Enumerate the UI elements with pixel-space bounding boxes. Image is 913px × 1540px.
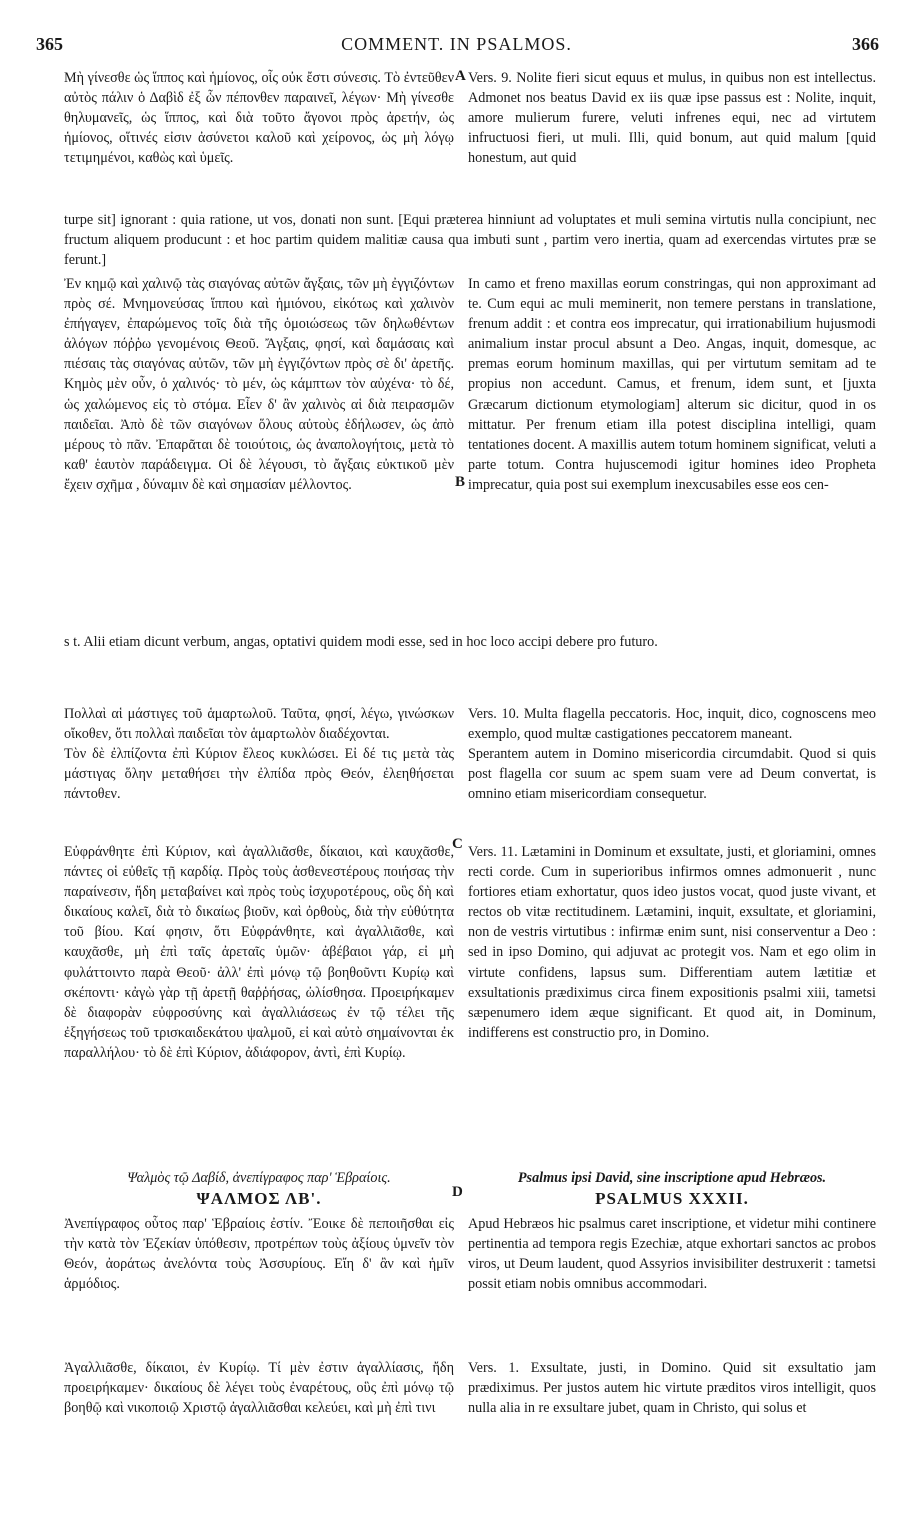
greek-column-block-6 (64, 1358, 454, 1418)
greek-paragraph: Εὐφράνθητε ἐπὶ Κύριον, καὶ ἀγαλλιᾶσθε, δίκαιοι, καὶ καυχᾶσθε, πάντες οἱ εὐθεῖς τῇ καρδίᾳ. Πρὸς τοὺς ἀσθενεστέρους ποιήσας τὴν παραίνεσιν, ἤδη μεταβαίνει καὶ πρὸς τοὺς ἰσχυροτέρους, οὓς δὴ καὶ δικαίους καλεῖ, διὰ τὸ δικαίως βιοῦν, καὶ ὀρθοὺς, διὰ τὴν εὐθύτητα τοῦ βίου. Καί φησιν, ὅτι Εὐφράνθητε, καὶ ἀγαλλιᾶσθε, καὶ καυχᾶσθε, μὴ ἐπὶ ταῖς ἀρεταῖς ὑμῶν· ἀβέβαιοι γάρ, εἰ μὴ φυλάττοιντο παρὰ Θεοῦ· ἀλλ' ἐπὶ μόνῳ τῷ βοηθοῦντι Κυρίῳ καὶ σκέποντι· κἀγὼ γὰρ τῇ ἀρετῇ θαῤῥήσας, ὠλίσθησα. Προειρήκαμεν δὲ διαφορὰν εὐφροσύνης καὶ ἀγαλλιάσεως ἐν τῷ τέλει τῆς ἐξηγήσεως τοῦ τρισκαιδεκάτου ψαλμοῦ, εἰ καὶ αὐτὸ σημαίνονται ἐκ παραλλήλου· τὸ δὲ ἐπὶ Κύριον, ἀδιάφορον, ἀντὶ, ἐπὶ Κυρίῳ. (64, 844, 454, 1061)
latin-paragraph: Apud Hebræos hic psalmus caret inscriptione, et videtur mihi continere pertinentia ad tempora regis Ezechiæ, atque exhortari sanctos ac probos viros, ut Deum laudent, quod Assyrios invisibiliter destruxerit : tametsi possit etiam nobis omnibus accommodari. (468, 1216, 876, 1293)
right-page-number: 366 (852, 34, 879, 54)
greek-paragraph: Μὴ γίνεσθε ὡς ἵππος καὶ ἡμίονος, οἷς οὐκ ἔστι σύνεσις. Τὸ ἐντεῦθεν αὐτὸς πάλιν ὁ Δαβὶδ ἐξ ὧν πέπονθεν παραινεῖ, λέγων· Μὴ γίνεσθε θηλυμανεῖς, ὡς ἵππος, καὶ διὰ τοῦτο ἄγονοι πρὸς ἀρετήν, ὡς ἡμίονος, οἵτινές εἰσιν ἀσύνετοι καλοῦ καὶ χείρονος, ὡς μὴ λόγῳ τετιμημένοι, καθὼς καὶ ὑμεῖς. (64, 70, 454, 167)
latin-column-block-4 (468, 842, 876, 1043)
latin-continuation: s t. Alii etiam dicunt verbum, angas, optativi quidem modi esse, sed in hoc loco accipi debere pro futuro. (64, 634, 658, 650)
margin-letter-a: A (455, 68, 466, 84)
latin-paragraph: Vers. 9. Nolite fieri sicut equus et mulus, in quibus non est intellectus. Admonet nos beatus David ex iis quæ ipse passus est : Nolite, inquit, amore mulierum furere, veluti infrenes equi, nec ad virtutem infructuosi fieri, ut muli. Illi, quid bonum, aut quid malum [quid honestum, aut quid (468, 70, 876, 167)
latin-column-block-5 (468, 1214, 876, 1294)
margin-letter-d: D (452, 1184, 463, 1200)
greek-psalm-title: ΨΑΛΜΟΣ ΛΒ'. (196, 1189, 322, 1209)
latin-paragraph: Vers. 11. Lætamini in Dominum et exsultate, justi, et gloriamini, omnes recti corde. Cum in superioribus infirmos omnes admonuerit , nunc fortiores etiam exhortatur, quos ideo justos vocat, quod juste vivant, et rectos ob vitæ rectitudinem. Lætamini, inquit, exsultate, et gloriamini, non de vestris virtutibus : infirmæ enim sunt, nisi conserventur a Deo : sed in ipso Domino, qui adjuvat ac protegit vos. Nam et ego olim in virtute confidens, lapsus sum. Differentiam autem lætitiæ et exsultationis prædiximus circa finem expositionis psalmi xiii, tametsi sæpenumero idem æque significant. Et quod ait, in Dominum, indifferens est constructio pro, in Domino. (468, 844, 876, 1041)
page-header (30, 34, 883, 58)
latin-psalm-title: PSALMUS XXXII. (595, 1189, 749, 1209)
latin-psalm-header (468, 1168, 876, 1210)
greek-column-block-2 (64, 274, 454, 495)
greek-inscription: Ψαλμὸς τῷ Δαβίδ, ἀνεπίγραφος παρ' Ἑβραίοις. (127, 1170, 391, 1186)
greek-column-block-5 (64, 1214, 454, 1294)
latin-continuation: turpe sit] ignorant : quia ratione, ut vos, donati non sunt. [Equi præterea hinniunt ad voluptates et muli semina virtutis nulla concipiunt, nec fructum aliquem producunt : et hoc partim quidem malitiæ causa qua imbuti sunt , partim vero inertia, quam ad exercendas virtutes præ se ferunt.] (64, 212, 876, 269)
latin-column-block-1 (468, 68, 876, 168)
latin-inscription: Psalmus ipsi David, sine inscriptione apud Hebræos. (517, 1170, 827, 1186)
greek-paragraph: Ἐν κημῷ καὶ χαλινῷ τὰς σιαγόνας αὐτῶν ἄγξαις, τῶν μὴ ἐγγιζόντων πρὸς σέ. Μνημονεύσας ἵππου καὶ ἡμιόνου, εἰκότως καὶ χαλινὸν ἐπήγαγεν, ἐπαρώμενος τοῖς διὰ τῆς ὁμοιώσεως τῶν δηλωθέντων ἀλόγων πόῤῥω γενομένοις Θεοῦ. Ἄγξαις, φησί, καὶ δαμάσαις καὶ πιέσαις τὰς σιαγόνας αὐτῶν, τῶν μὴ ἐγγιζόντων πρὸς σὲ δι' ἀρετῆς. Κημὸς μὲν οὖν, ὁ χαλινός· τὸ μέν, ὡς κάμπτων τὸν αὐχένα· τὸ δέ, ὡς χαλώμενος εἰς τὸ στόμα. Εἶεν δ' ἂν χαλινὸς αἱ διὰ πειρασμῶν παιδεῖαι. Ἀπὸ δὲ τῶν σιαγόνων ὅλους αὐτοὺς ἐδήλωσεν, ὡς ἀπὸ μέρους τὸ πᾶν. Ἐπαρᾶται δὲ τοιούτοις, ὡς ἀναπολογήτοις, μετὰ τὸ καθ' ἑαυτὸν παράδειγμα. Οἱ δὲ λέγουσι, τὸ ἄγξαις εὐκτικοῦ μὲν ἔχειν σχῆμα , δύναμιν δὲ καὶ σημασίαν μέλλοντος. (64, 276, 454, 493)
running-title: COMMENT. IN PSALMOS. (341, 34, 572, 54)
latin-paragraph: In camo et freno maxillas eorum constringas, qui non approximant ad te. Cum equi ac muli meminerit, non temere perstans in translatione, frenum addit : et contra eos imprecatur, qui irrationabilium hujusmodi animalium instar procul absunt a Deo. Angas, inquit, domesque, ac premas eorum hominum maxillas, qui per virtutum semitam ad te propius non accedunt. Camus, et frenum, idem sunt, et [juxta Græcarum dictionum etymologiam] alterum sic dicitur, quod in os mittatur. Per frenum etiam illa potest disciplina intelligi, quam tentationes docent. A maxillis autem totum hominem significat, veluti a parte totum. Contra hujuscemodi igitur homines ideo Propheta imprecatur, quia post sui exemplum inexcusabiles esse eos cen- (468, 276, 876, 493)
greek-paragraph: Ἀγαλλιᾶσθε, δίκαιοι, ἐν Κυρίῳ. Τί μὲν ἐστιν ἀγαλλίασις, ἤδη προειρήκαμεν· δικαίους δὲ λέγει τοὺς ἐναρέτους, οὓς ἐπὶ μόνῳ τῷ βοηθῷ καὶ νικοποιῷ Χριστῷ ἀγαλλιᾶσθαι κελεύει, καὶ μὴ ἐπὶ τινι (64, 1360, 454, 1417)
left-page-number: 365 (36, 34, 63, 54)
greek-psalm-header (64, 1168, 454, 1210)
full-width-line-block-2 (64, 632, 876, 652)
latin-column-block-3 (468, 684, 876, 825)
latin-column-block-2 (468, 274, 876, 495)
greek-column-block-4 (64, 842, 454, 1063)
greek-column-block-1 (64, 68, 454, 168)
greek-paragraph: Πολλαὶ αἱ μάστιγες τοῦ ἁμαρτωλοῦ. Ταῦτα, φησί, λέγω, γινώσκων οἴκοθεν, ὅτι πολλαὶ παιδεῖαι τὸν ἁμαρτωλὸν διαδέχονται. Τὸν δὲ ἐλπίζοντα ἐπὶ Κύριον ἔλεος κυκλώσει. Εἰ δέ τις μετὰ τὰς μάστιγας ὅλην μεταθήσει τὴν ἐλπίδα πρὸς Θεόν, ἐλεηθήσεται πάντοθεν. (64, 706, 454, 803)
full-width-line-block-1 (64, 210, 876, 270)
margin-letter-b: B (455, 474, 466, 490)
margin-letter-c: C (452, 836, 463, 852)
latin-paragraph: Vers. 10. Multa flagella peccatoris. Hoc, inquit, dico, cognoscens meo exemplo, quod multæ castigationes peccatorem maneant. Sperantem autem in Domino misericordia circumdabit. Quod si quis post flagella cor suum ac spem suam vere ad Deum convertat, is omnino etiam misericordiam consequetur. (468, 706, 876, 803)
greek-column-block-3 (64, 684, 454, 825)
greek-paragraph: Ἀνεπίγραφος οὗτος παρ' Ἑβραίοις ἐστίν. Ἔοικε δὲ πεποιῆσθαι εἰς τὴν κατὰ τὸν Ἐζεκίαν ὑπόθεσιν, προτρέπων τοὺς ἀξίους ὑμνεῖν τὸν Θεόν, ἀοράτως ἀνελόντα τοὺς Ἀσσυρίους. Εἴη δ' ἂν καὶ ἡμῖν ἁρμόδιος. (64, 1216, 454, 1293)
latin-paragraph: Vers. 1. Exsultate, justi, in Domino. Quid sit exsultatio jam prædiximus. Per justos autem hic virtute præditos viros intelligit, quos nulla alia in re exsultare jubet, quam in Christo, qui solus et (468, 1360, 876, 1417)
latin-column-block-6 (468, 1358, 876, 1418)
